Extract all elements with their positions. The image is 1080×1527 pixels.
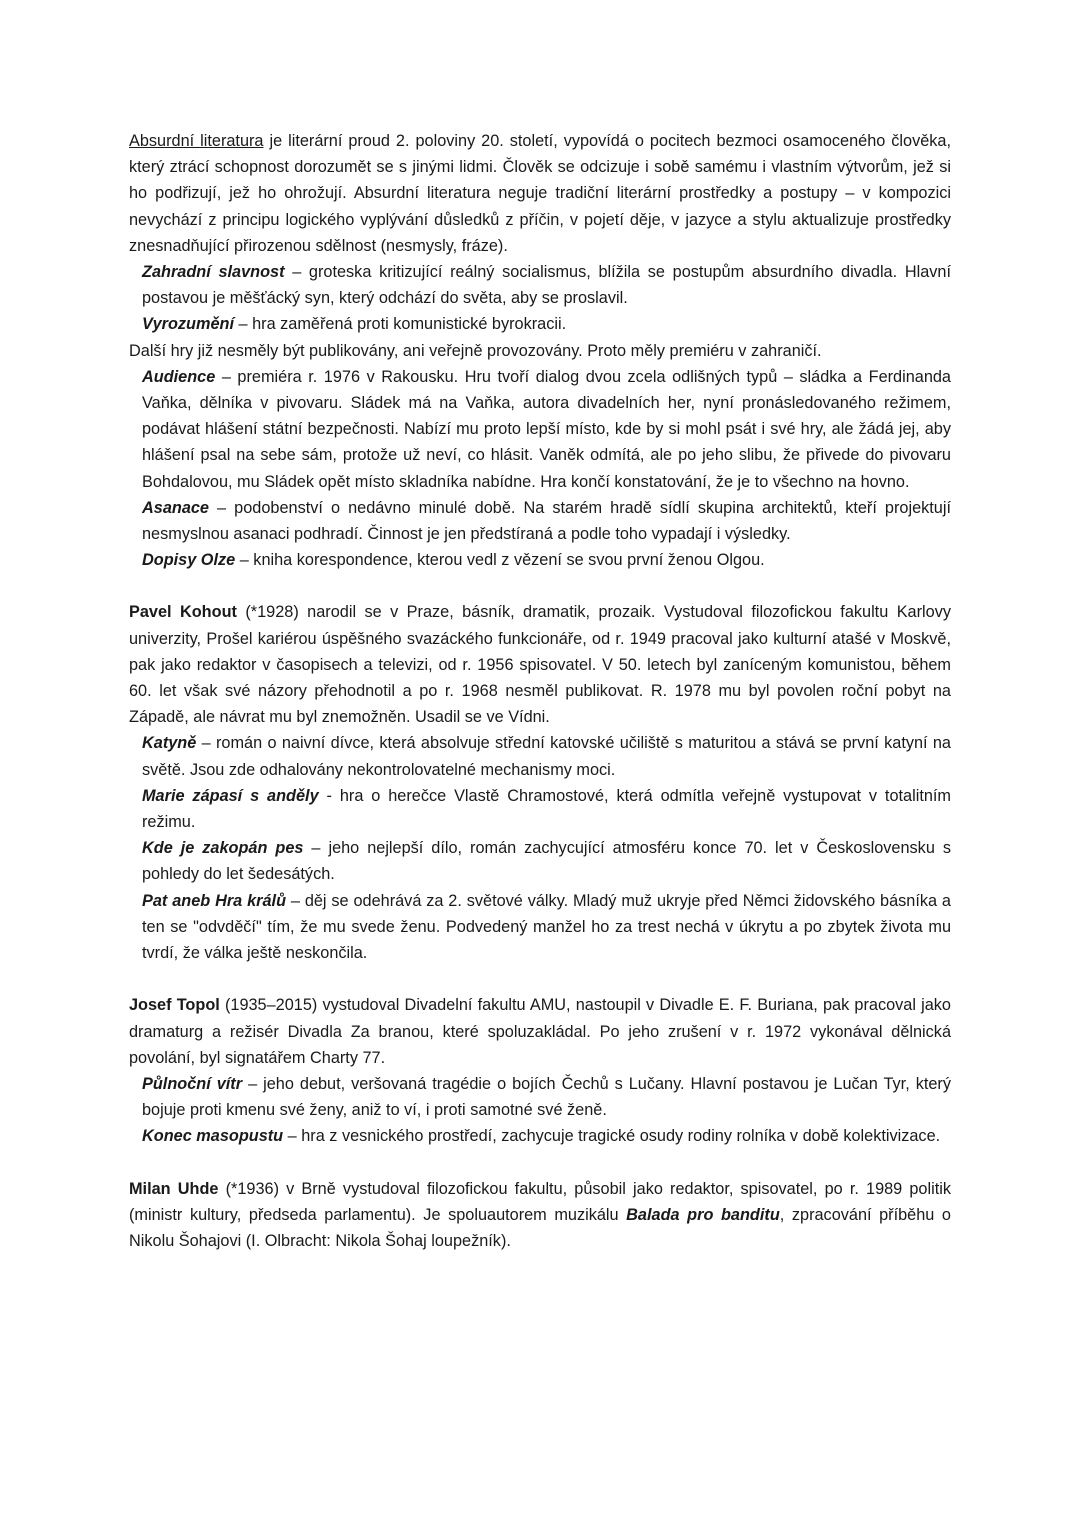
work-entry — [129, 730, 951, 782]
work-text: - hra o herečce Vlastě Chramostové, která odmítla veřejně vystupovat v totalitním režimu. — [142, 786, 951, 832]
document-page — [129, 128, 951, 1254]
work-text: – hra z vesnického prostředí, zachycuje tragické osudy rodiny rolníka v době kolektivizace. — [283, 1127, 941, 1146]
work-title: Audience — [142, 367, 216, 386]
work-text: – premiéra r. 1976 v Rakousku. Hru tvoří dialog dvou zcela odlišných typů – sládka a Ferdinanda Vaňka, dělníka v pivovaru. Sládek má na Vaňka, autora divadelních her, nyní pronásledovaného režimem, podávat hlášení státní bezpečnosti. Nabízí mu proto lepší místo, kde by si mohl psát i své hry, ale žádá jej, aby hlášení psal na sebe sám, protože už neví, co hlásit. Vaněk odmítá, ale po jeho slibu, že přivede do pivovaru Bohdalovou, mu Sládek opět místo skladníka nabídne. Hra končí konstatování, že je to všechno na hovno. — [142, 367, 951, 491]
author-bio: (1935–2015) vystudoval Divadelní fakultu AMU, nastoupil v Divadle E. F. Buriana, pak pracoval jako dramaturg a režisér Divadla Za branou, které spoluzakládal. Po jeho zrušení v r. 1972 vykonával dělnická povolání, byl signatářem Charty 77. — [129, 996, 951, 1067]
work-text: – děj se odehrává za 2. světové války. Mladý muž ukryje před Němci židovského básníka a ten se "odvděčí" tím, že mu svede ženu. Podvedený manžel ho za trest nechá v úkrytu a po zbytek života mu tvrdí, že válka ještě neskončila. — [142, 891, 951, 963]
section-gap — [129, 1150, 951, 1176]
work-text: – hra zaměřená proti komunistické byrokracii. — [234, 315, 567, 334]
work-text: – groteska kritizující reálný socialismus, blížila se postupům absurdního divadla. Hlavní postavou je měšťácký syn, který odchází do světa, aby se proslavil. — [142, 263, 951, 308]
havel-note: Další hry již nesměly být publikovány, ani veřejně provozovány. Proto měly premiéru v zahraničí. — [129, 341, 822, 360]
work-entry — [129, 259, 951, 311]
work-entry — [129, 547, 951, 573]
work-entry — [129, 364, 951, 495]
work-entry — [129, 835, 951, 887]
work-title: Půlnoční vítr — [142, 1074, 243, 1093]
work-text: – kniha korespondence, kterou vedl z vězení se svou první ženou Olgou. — [235, 551, 765, 570]
work-text: – podobenství o nedávno minulé době. Na starém hradě sídlí skupina architektů, kteří projektují nesmyslnou asanaci podhradí. Činnost je jen předstíraná a podle toho vypadají i výsledky. — [142, 498, 951, 544]
work-entry — [129, 1123, 951, 1149]
work-entry — [129, 783, 951, 835]
work-title: Dopisy Olze — [142, 551, 236, 570]
section-gap — [129, 573, 951, 599]
work-title: Katyně — [142, 734, 197, 753]
work-title: Pat aneb Hra králů — [142, 891, 287, 910]
work-text: – jeho debut, veršovaná tragédie o bojích Čechů s Lučany. Hlavní postavou je Lučan Tyr, který bojuje proti kmenu své ženy, aniž to ví, i proti samotné své ženě. — [142, 1074, 951, 1120]
absurd-text: je literární proud 2. poloviny 20. století, vypovídá o pocitech bezmoci osamoceného člověka, který ztrácí schopnost dorozumět se s jinými lidmi. Člověk se odcizuje i sobě samému i vlastním výtvorům, jež si ho podřizují, jež ho ohrožují. Absurdní literatura neguje tradiční literární prostředky a postupy – v kompozici nevychází z principu logického vyplývání důsledků z příčin, v pojetí děje, v jazyce a stylu aktualizuje prostředky znesnadňující přirozenou sdělnost (nesmysly, fráze). — [129, 132, 951, 255]
absurd-term: Absurdní literatura — [129, 132, 264, 150]
work-title: Balada pro banditu — [626, 1205, 780, 1224]
work-text: – jeho nejlepší dílo, román zachycující atmosféru konce 70. let v Československu s pohledy do let šedesátých. — [142, 839, 951, 884]
author-name: Josef Topol — [129, 996, 220, 1015]
absurd-paragraph — [129, 128, 951, 259]
author-name: Milan Uhde — [129, 1179, 219, 1198]
author-bio-end: , zpracování příběhu o Nikolu Šohajovi (I. Olbracht: Nikola Šohaj loupežník). — [129, 1205, 951, 1250]
author-bio: (*1936) v Brně vystudoval filozofickou fakultu, působil jako redaktor, spisovatel, po r. 1989 politik (ministr kultury, předseda parlamentu). Je spoluautorem muzikálu — [129, 1179, 951, 1224]
topol-bio — [129, 992, 951, 1071]
work-text: – román o naivní dívce, která absolvuje střední katovské učiliště s maturitou a stává se první katyní na světě. Jsou zde odhalovány nekontrolovatelné mechanismy moci. — [142, 734, 951, 779]
work-title: Vyrozumění — [142, 315, 234, 334]
work-title: Konec masopustu — [142, 1127, 284, 1146]
work-entry — [129, 1071, 951, 1123]
author-bio: (*1928) narodil se v Praze, básník, dramatik, prozaik. Vystudoval filozofickou fakultu Karlovy univerzity, Prošel kariérou úspěšného svazáckého funkcionáře, od r. 1949 pracoval jako kulturní atašé v Moskvě, pak jako redaktor v časopisech a televizi, od r. 1956 spisovatel. V 50. letech byl zaníceným komunistou, během 60. let však své názory přehodnotil a po r. 1968 nesměl publikovat. R. 1978 mu byl povolen roční pobyt na Západě, ale návrat mu byl znemožněn. Usadil se ve Vídni. — [129, 603, 951, 727]
work-entry — [129, 888, 951, 967]
work-title: Asanace — [142, 498, 209, 517]
uhde-bio — [129, 1176, 951, 1255]
work-title: Marie zápasí s anděly — [142, 786, 319, 805]
work-entry — [129, 311, 951, 337]
work-title: Kde je zakopán pes — [142, 839, 304, 858]
author-name: Pavel Kohout — [129, 603, 237, 622]
work-entry — [129, 495, 951, 547]
section-gap — [129, 966, 951, 992]
kohout-bio — [129, 599, 951, 730]
work-title: Zahradní slavnost — [142, 263, 285, 282]
